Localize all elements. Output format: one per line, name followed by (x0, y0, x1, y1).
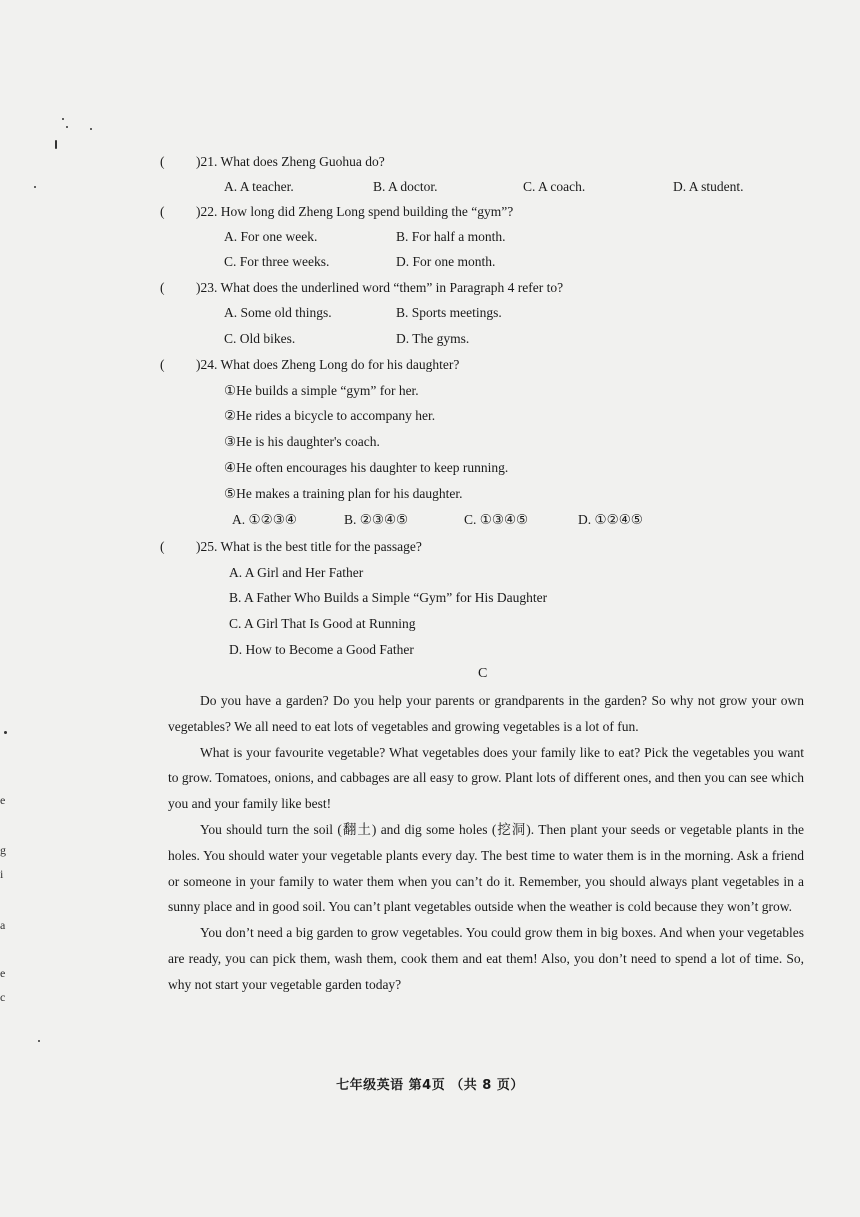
scan-speck (38, 1040, 40, 1042)
option-d: D. For one month. (396, 254, 496, 269)
question-24-stem (160, 356, 459, 374)
option-a: A. A teacher. (224, 179, 294, 194)
bracket-close: ) (196, 154, 201, 169)
answer-bracket[interactable]: ( (160, 539, 165, 554)
question-text: 22. How long did Zheng Long spend building the “gym”? (200, 204, 514, 219)
option-b: B. Sports meetings. (396, 305, 502, 320)
scan-speck (62, 118, 64, 120)
question-23-stem (160, 279, 563, 297)
option-c: C. For three weeks. (224, 254, 330, 269)
question-21-stem (160, 153, 385, 171)
bracket-close: ) (196, 539, 201, 554)
bracket-close: ) (196, 357, 201, 372)
bracket-close: ) (196, 204, 201, 219)
statement-1: ①He builds a simple “gym” for her. (224, 383, 419, 398)
scan-speck (4, 731, 7, 734)
passage-paragraph: You don’t need a big garden to grow vegetables. You could grow them in big boxes. And when your vegetables are ready, you can pick them, wash them, cook them and eat them! Also, you don’t need to spend a lot of time. So, why not start your vegetable garden today? (168, 925, 804, 992)
option-b: B. ②③④⑤ (344, 512, 409, 527)
margin-fragment: e (0, 793, 6, 807)
answer-bracket[interactable]: ( (160, 204, 165, 219)
passage-paragraph: What is your favourite vegetable? What vegetables does your family like to eat? Pick the vegetables you want to grow. Tomatoes, onions, and cabbages are all easy to grow. Plant lots of different ones, and then you can see which you and your family like best! (168, 744, 804, 812)
option-b: B. A Father Who Builds a Simple “Gym” for His Daughter (229, 590, 548, 605)
option-d: D. A student. (673, 179, 744, 194)
passage-paragraph: Do you have a garden? Do you help your parents or grandparents in the garden? So why not grow your own vegetables? We all need to eat lots of vegetables and growing vegetables is a lot of fun. (168, 693, 804, 734)
statement-5: ⑤He makes a training plan for his daughter. (224, 486, 463, 501)
statement-2: ②He rides a bicycle to accompany her. (224, 408, 436, 423)
scan-speck (66, 126, 68, 128)
option-c: C. ①③④⑤ (464, 512, 529, 527)
statement-3: ③He is his daughter's coach. (224, 434, 380, 449)
page-footer: 七年级英语 第4页 （共 8 页） (336, 1078, 524, 1093)
option-d: D. ①②④⑤ (578, 512, 643, 527)
scan-speck (55, 140, 57, 149)
option-a: A. ①②③④ (232, 512, 297, 527)
margin-fragment: c (0, 990, 6, 1004)
question-text: 24. What does Zheng Long do for his daughter? (200, 357, 460, 372)
passage-paragraph: You should turn the soil (翻土) and dig some holes (挖洞). Then plant your seeds or vegetable plants in the holes. You should water your vegetable plants every day. The best time to water them is in the morning. Ask a friend or someone in your family to water them when you can’t do it. Remember, you should always plant vegetables in a sunny place and in good soil. You can’t plant vegetables outside when the weather is cold because they won’t grow. (168, 821, 804, 915)
bracket-close: ) (196, 280, 201, 295)
margin-fragment: g (0, 843, 6, 857)
option-b: B. A doctor. (373, 179, 438, 194)
question-text: 21. What does Zheng Guohua do? (200, 154, 385, 169)
option-c: C. A coach. (523, 179, 586, 194)
option-a: A. For one week. (224, 229, 318, 244)
statement-4: ④He often encourages his daughter to keep running. (224, 460, 509, 475)
section-heading: C (478, 666, 488, 681)
answer-bracket[interactable]: ( (160, 357, 165, 372)
answer-bracket[interactable]: ( (160, 154, 165, 169)
option-d: D. How to Become a Good Father (229, 642, 414, 657)
option-c: C. Old bikes. (224, 331, 296, 346)
margin-fragment: i (0, 867, 4, 881)
option-c: C. A Girl That Is Good at Running (229, 616, 416, 631)
question-text: 25. What is the best title for the passage? (200, 539, 422, 554)
margin-fragment: a (0, 918, 6, 932)
reading-passage (168, 688, 804, 998)
option-b: B. For half a month. (396, 229, 506, 244)
question-text: 23. What does the underlined word “them” in Paragraph 4 refer to? (200, 280, 564, 295)
question-25-stem (160, 538, 422, 556)
scan-speck (90, 128, 92, 130)
option-d: D. The gyms. (396, 331, 470, 346)
answer-bracket[interactable]: ( (160, 280, 165, 295)
question-22-stem (160, 203, 513, 221)
scan-speck (34, 186, 36, 188)
margin-fragment: e (0, 966, 6, 980)
option-a: A. A Girl and Her Father (229, 565, 364, 580)
option-a: A. Some old things. (224, 305, 332, 320)
